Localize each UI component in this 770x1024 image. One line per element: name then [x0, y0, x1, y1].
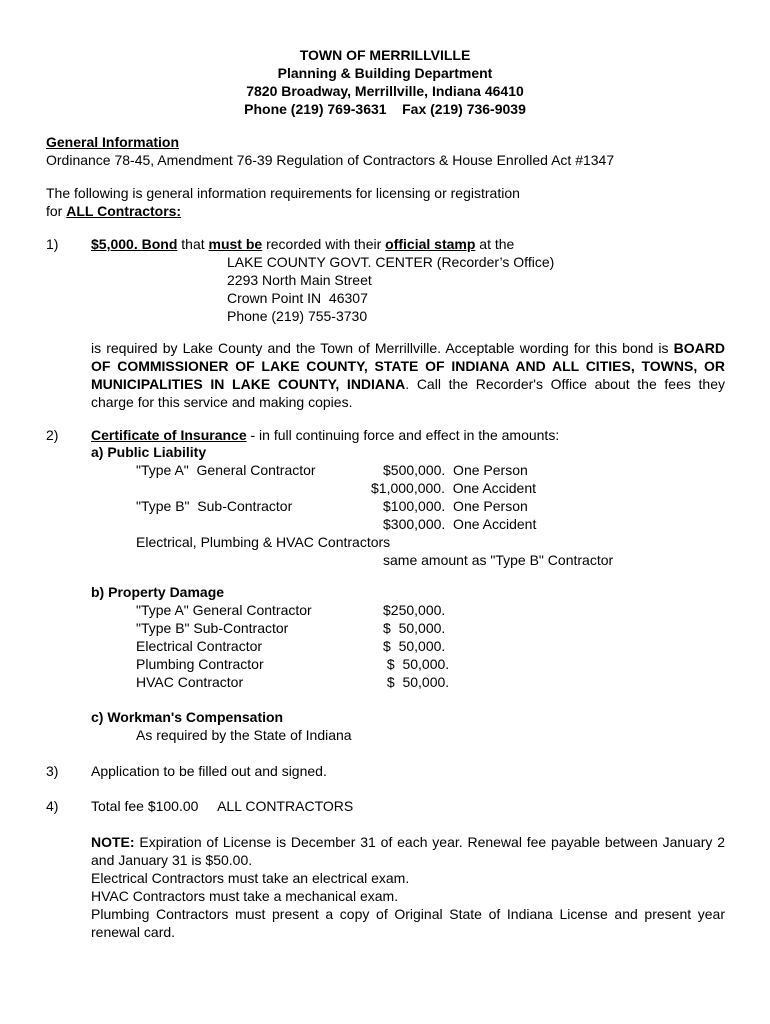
item1-line	[91, 235, 514, 253]
header-address: 7820 Broadway, Merrillville, Indiana 46410	[246, 83, 524, 99]
public-liability-heading: a) Public Liability	[91, 444, 207, 460]
certificate-of-insurance: Certificate of Insurance	[91, 427, 247, 443]
header-department: Planning & Building Department	[277, 65, 493, 81]
pl-electrical-amount: same amount as "Type B" Contractor	[383, 552, 614, 568]
item1-text-3: at the	[475, 236, 515, 252]
item4-number: 4)	[46, 798, 59, 814]
bond-wording: BOARD OF COMMISSIONER OF LAKE COUNTY, STATE OF INDIANA AND ALL CITIES, TOWNS, OR MUNICIPALITIES IN LAKE COUNTY, INDIANA	[91, 340, 725, 392]
pd-row-amount: $ 50,000.	[383, 620, 446, 636]
recorder-office: LAKE COUNTY GOVT. CENTER (Recorder’s Office)	[227, 254, 555, 270]
header-phone-fax: Phone (219) 769-3631 Fax (219) 736-9039	[244, 101, 526, 117]
note-hvac: HVAC Contractors must take a mechanical exam.	[91, 888, 399, 904]
recorder-phone: Phone (219) 755-3730	[227, 308, 368, 324]
note-text: Expiration of License is December 31 of each year. Renewal fee payable between January 2 and January 31 is $50.00.	[91, 834, 725, 868]
workmans-comp-text: As required by the State of Indiana	[136, 727, 352, 743]
pl-type-a-label: "Type A" General Contractor	[136, 462, 316, 478]
pl-type-a-amount-accident: $1,000,000. One Accident	[371, 480, 537, 496]
item4-text: Total fee $100.00 ALL CONTRACTORS	[91, 798, 354, 814]
note-paragraph	[91, 833, 725, 869]
pd-row-amount: $ 50,000.	[383, 656, 450, 672]
pl-type-b-amount-accident: $300,000. One Accident	[383, 516, 537, 532]
pd-row-label: Plumbing Contractor	[136, 656, 264, 672]
pl-type-b-amount-person: $100,000. One Person	[383, 498, 528, 514]
property-damage-heading: b) Property Damage	[91, 584, 225, 600]
intro-line: The following is general information requirements for licensing or registration	[46, 185, 520, 201]
item2-line	[91, 426, 559, 444]
bond-wording-paragraph	[91, 339, 725, 411]
pl-electrical-label: Electrical, Plumbing & HVAC Contractors	[136, 534, 391, 550]
pd-row-amount: $250,000.	[383, 602, 446, 618]
item3-number: 3)	[46, 763, 59, 779]
item2-number: 2)	[46, 427, 59, 443]
pd-row-amount: $ 50,000.	[383, 638, 446, 654]
note-plumbing: Plumbing Contractors must present a copy of Original State of Indiana License and present year renewal card.	[91, 906, 725, 940]
note-label: NOTE:	[91, 834, 135, 850]
bond-para-a: is required by Lake County and the Town of Merrillville. Acceptable wording for this bond is	[91, 340, 674, 356]
pd-row-label: "Type B" Sub-Contractor	[136, 620, 289, 636]
item1-text-1: that	[177, 236, 209, 252]
item3-text: Application to be filled out and signed.	[91, 763, 327, 779]
item1-text-2: recorded with their	[262, 236, 386, 252]
ordinance-text: Ordinance 78-45, Amendment 76-39 Regulation of Contractors & House Enrolled Act #1347	[46, 152, 615, 168]
pd-row-amount: $ 50,000.	[383, 674, 450, 690]
must-be: must be	[208, 236, 263, 252]
intro-for: for	[46, 203, 67, 219]
note-electrical: Electrical Contractors must take an electrical exam.	[91, 870, 410, 886]
certificate-rest: - in full continuing force and effect in the amounts:	[246, 427, 560, 443]
pd-row-label: "Type A" General Contractor	[136, 602, 312, 618]
pl-type-a-amount-person: $500,000. One Person	[383, 462, 528, 478]
header-town: TOWN OF MERRILLVILLE	[299, 47, 471, 63]
recorder-city: Crown Point IN 46307	[227, 290, 368, 306]
intro-for-line	[46, 202, 181, 220]
pl-type-b-label: "Type B" Sub-Contractor	[136, 498, 293, 514]
official-stamp: official stamp	[385, 236, 476, 252]
pd-row-label: Electrical Contractor	[136, 638, 263, 654]
intro-all-contractors: ALL Contractors:	[66, 203, 182, 219]
bond-para-b: . Call the Recorder's Office about the fees they charge for this service and making copies.	[91, 376, 725, 410]
recorder-street: 2293 North Main Street	[227, 272, 372, 288]
bond-amount: $5,000. Bond	[91, 236, 178, 252]
general-heading: General Information	[46, 134, 180, 150]
pd-row-label: HVAC Contractor	[136, 674, 244, 690]
item1-number: 1)	[46, 236, 59, 252]
workmans-comp-heading: c) Workman's Compensation	[91, 709, 284, 725]
